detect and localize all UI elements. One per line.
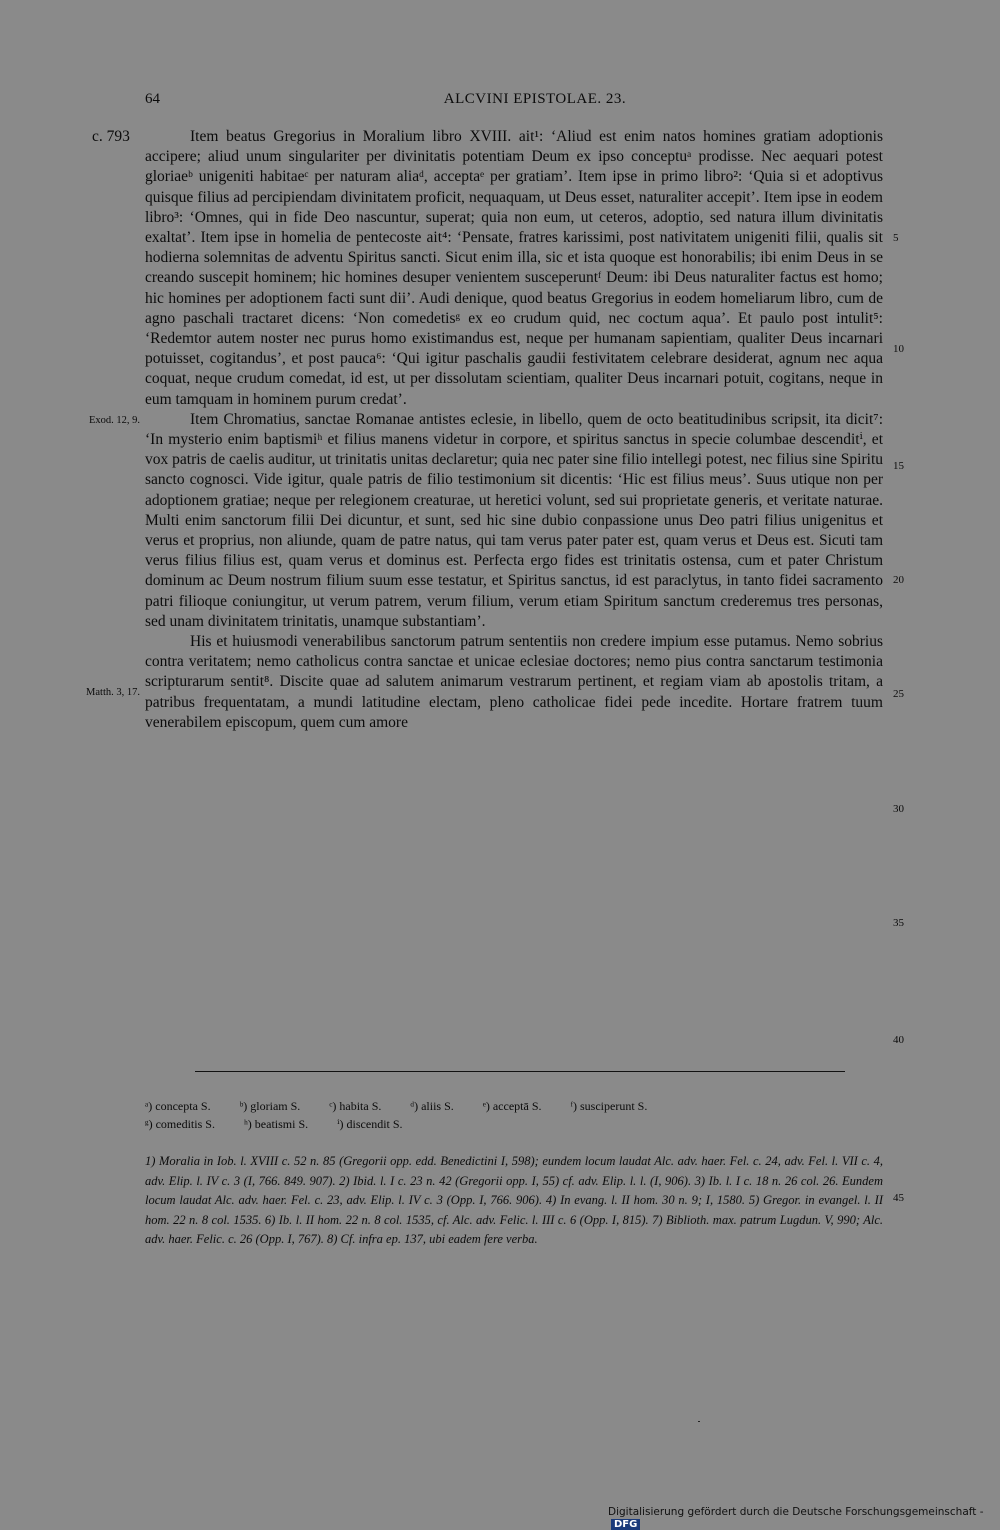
paragraph: Item Chromatius, sanctae Romanae antistes eclesie, in libello, quem de octo beatitudinibus scripsit, ita dicit⁷: ‘In mysterio enim baptismiʰ et filius manens videtur in corpore, et spiritus sanctus in specie columbae descenditⁱ, et vox patris de caelis auditur, ut trinitatis unitas declaretur; quia nec pater sine filio intellegi potest, nec filius sine Spiritu sancto cognosci. Vide igitur, quale patris de filio testimonium sit dicentis: ‘Hic est filius meus’. Suus utique non per adoptionem gratiae; neque per relegionem creaturae, ut heretici volunt, sed sui proprietate generis, et veritate naturae. Multi enim sanctorum filii Dei dicuntur, et sunt, sed hic sine dubio conpassione unus Deo patri filius unigenitus et verus et proprius, non aliunde, quam de patre natus, qui tam verus pater pater est, quam verus et Deus est. Sicuti tam verus filius filius est, quam verus et dominus est. Perfecta ergo fides est trinitatis ostensa, cum et pater Christum dominum ac Deum nostrum filium suum esse testatur, et Spiritus sanctus, id est paraclytus, in tanto fidei sacramento patri filioque coniungitur, ut verum patrem, verum filium, verum etiam Spiritum sanctum crederemus tres personas, sed unam divinitatem trinitatis, unamque substantiam’. (145, 410, 883, 630)
line-number: 45 (893, 1192, 904, 1204)
dfg-logo: DFG (611, 1519, 640, 1530)
paragraph: Item beatus Gregorius in Moralium libro XVIII. ait¹: ‘Aliud est enim natos homines gratiam adoptionis accipere; aliud unum singulariter per divinitatis potentiam Deum ex ipso conceptuᵃ prodisse. Nec aequari potest gloriaeᵇ unigeniti habitaeᶜ per naturam aliaᵈ, acceptaᵉ per gratiam’. Item ipse in primo libro²: ‘Quia si et adoptivus quisque filius ad percipiendam divinitatem proficit, nequaquam, ut Deus esset, naturaliter accepit’. Item ipse in eodem libro³: ‘Omnes, qui in fide Deo nascuntur, superat; quia non eum, ut ceteros, adoptio, sed natura illum divinitatis exaltat’. Item ipse in homelia de pentecoste ait⁴: ‘Pensate, fratres karissimi, post nativitatem unigeniti filii, qualis sit hodierna solemnitas de adventu Spiritus sancti. Sicut enim illa, sic et ista quoque est honorabilis; ibi enim Deus in se creando suscepit hominem; hic homines desuper venientem susceperuntᶠ Deum: ibi Deus naturaliter factus est homo; hic homines per adoptionem facti sunt dii’. Audi denique, quod beatus Gregorius in eodem homeliarum libro, cum de agno paschali tractaret dicens: ‘Non comedetisᵍ ex eo crudum quid, nec coctum aqua’. Et paulo post intulit⁵: ‘Redemtor autem noster nec purus homo existimandus est, neque per humanam sapientiam, qualiter Deus incarnari potuisset, cogitandus’, et post pauca⁶: ‘Qui igitur paschalis gaudii festivitatem celebrare desiderat, agnum nec aqua coquat, neque crudum comedat, id est, ut per dissolutam scientiam, qualiter Deus incarnari potuit, cogitans, neque in eum tamquam in hominem purum credat’. (145, 128, 883, 408)
line-number: 35 (893, 917, 904, 929)
variant-note: ⁱ) discendit S. (337, 1117, 403, 1131)
footnote-divider (195, 1071, 845, 1072)
variant-note: ᶜ) habita S. (329, 1099, 382, 1113)
footnotes: 1) Moralia in Iob. l. XVIII c. 52 n. 85 (Gregorii opp. edd. Benedictini I, 598); eundem locum laudat Alc. adv. haer. Fel. c. 24, adv. Fel. l. VII c. 4, adv. Elip. l. IV c. 3 (I, 766. 849. 907). 2) Ibid. l. I c. 23 n. 42 (Gregorii opp. I, 55) cf. adv. Elip. l. l. (I, 906). 3) Ib. l. I c. 18 n. 26 col. 26. Eundem locum laudat Alc. adv. haer. Fel. c. 23, adv. Elip. l. IV c. 3 (Opp. I, 766. 906). 4) In evang. l. II hom. 30 n. 9; I, 1580. 5) Gregor. in evangel. l. II hom. 22 n. 8 col. 1535. 6) Ib. l. II hom. 22 n. 8 col. 1535, cf. Alc. adv. Felic. l. III c. 6 (Opp. I, 815). 7) Biblioth. max. patrum Lugdun. V, 990; Alc. adv. haer. Felic. c. 26 (Opp. I, 767). 8) Cf. infra ep. 137, ubi eadem fere verba. (145, 1154, 883, 1247)
year-marker: c. 793 (92, 128, 130, 145)
margin-reference-matthew: Matth. 3, 17. (86, 687, 140, 698)
variant-note: ᵇ) gloriam S. (239, 1099, 301, 1113)
line-number: 5 (893, 232, 899, 244)
line-number: 20 (893, 574, 904, 586)
variant-note: ᵍ) comeditis S. (145, 1117, 215, 1131)
margin-reference-exodus: Exod. 12, 9. (88, 415, 140, 426)
credit-text: Digitalisierung gefördert durch die Deutsche Forschungsgemeinschaft - (608, 1506, 984, 1518)
line-number: 40 (893, 1034, 904, 1046)
variant-note: ʰ) beatismi S. (243, 1117, 309, 1131)
page-number: 64 (145, 91, 160, 107)
variant-note: ᵉ) acceptā S. (482, 1099, 542, 1113)
line-number: 25 (893, 688, 904, 700)
line-number: 30 (893, 803, 904, 815)
variant-note: ᵃ) concepta S. (145, 1099, 211, 1113)
textual-variants (145, 1097, 883, 1133)
line-number: 15 (893, 460, 904, 472)
variant-note: ᵈ) aliis S. (410, 1099, 454, 1113)
digitization-credit (608, 1506, 1000, 1530)
variant-note: ᶠ) susciperunt S. (570, 1099, 648, 1113)
scan-speck (698, 1421, 700, 1422)
running-title: ALCVINI EPISTOLAE. 23. (443, 91, 627, 107)
line-number: 10 (893, 343, 904, 355)
main-text (145, 127, 883, 733)
paragraph: His et huiusmodi venerabilibus sanctorum patrum sententiis non credere impium esse putamus. Nemo sobrius contra veritatem; nemo catholicus contra sanctae et unicae eclesiae doctores; nemo pius contra sanctarum testimonia scripturarum sentit⁸. Discite quae ad salutem animarum vestrarum pertinent, et regiam viam ab apostolis tritam, a patribus frequentatam, a mundi latitudine electam, pleno catholicae fidei pede incedite. Hortare fratrem tuum venerabilem episcopum, quem cum amore (145, 633, 883, 731)
